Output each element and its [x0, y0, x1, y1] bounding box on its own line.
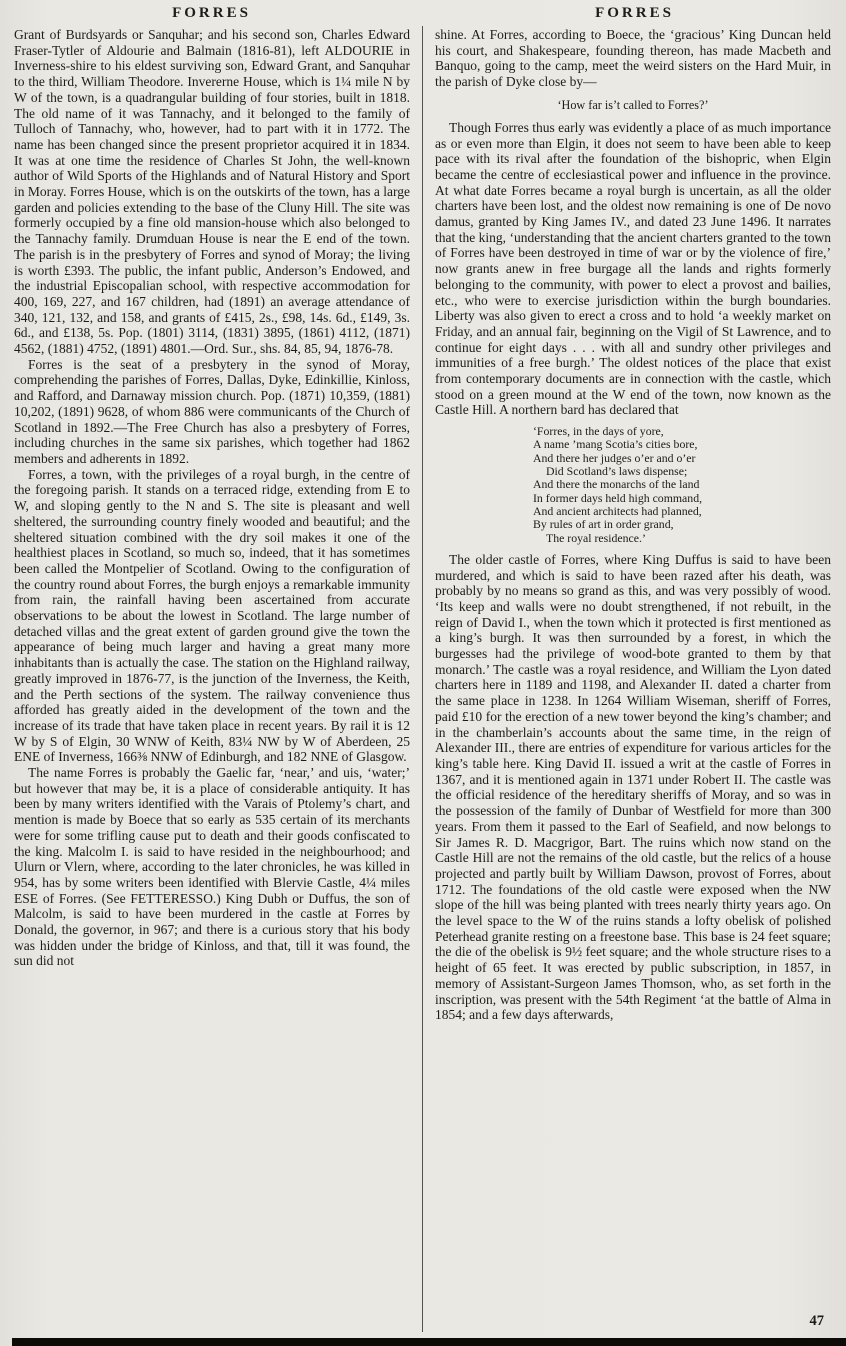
poem-line: And there the monarchs of the land — [533, 477, 700, 492]
poem-block — [533, 425, 831, 545]
poem-line: In former days held high command, — [533, 490, 703, 505]
two-column-text-area — [14, 27, 832, 1023]
scan-bottom-edge — [12, 1338, 846, 1346]
poem-line: And there her judges o’er and o’er — [533, 450, 696, 465]
poem-line: The royal residence.’ — [546, 530, 646, 545]
paragraph: Forres, a town, with the privileges of a royal burgh, in the centre of the foregoing parish. It stands on a terraced ridge, extending from E to W, and sloping gently to the N and S. The site is pleasant and well sheltered, the surrounding country finely wooded and beautiful; and the sheltered situation combined with the dry soil makes it one of the healthiest places in Scotland, so much so, indeed, that it has sometimes been called the Montpelier of Scotland. Owing to the configuration of the country round about Forres, the burgh enjoys a remarkable immunity from rain, the rainfall having been ascertained from accurate observations to be about the lowest in Scotland. The large number of detached villas and the great extent of garden ground give the town the appearance of being much larger and having a great many more inhabitants than is actually the case. The station on the Highland railway, greatly improved in 1876-77, is the junction of the Inverness, the Keith, and the Perth sections of the system. The railway convenience thus afforded has greatly aided in the development of the town and the increase of its trade that have taken place in recent years. By rail it is 12 W by S of Elgin, 30 WNW of Keith, 83¼ NW by W of Aberdeen, 25 ENE of Inverness, 166⅜ NNW of Edinburgh, and 182 NNE of Glasgow. — [14, 466, 410, 765]
paragraph-continuation: shine. At Forres, according to Boece, the ‘gracious’ King Duncan held his court, and Shakespeare, founding thereon, has made Macbeth and Banquo, going to the camp, meet the weird sisters on the Hard Muir, in the parish of Dyke close by— — [435, 27, 831, 90]
right-column-running-head: FORRES — [595, 5, 674, 21]
paragraph-continuation: Grant of Burdsyards or Sanquhar; and his second son, Charles Edward Fraser-Tytler of Aldourie and Balmain (1816-81), left ALDOURIE in Inverness-shire to his eldest surviving son, Edward Grant, and Sanquhar to the third, William Theodore. Invererne House, which is 1¼ mile N by W of the town, is a quadrangular building of four stories, built in 1818. The old name of it was Tannachy, and it belonged to the family of Tulloch of Tannachy, who, however, had to part with it in 1772. The name has been changed since the present proprietor acquired it in 1834. It was at one time the residence of Charles St John, the well-known author of Wild Sports of the Highlands and of Natural History and Sport in Moray. Forres House, which is on the outskirts of the town, has a large garden and policies extending to the base of the Cluny Hill. The site was formerly occupied by a fine old mansion-house which also belonged to the Tannachy family. Drumduan House is near the E end of the town. The parish is in the presbytery of Forres and synod of Moray; the living is worth £393. The public, the infant public, Anderson’s Endowed, and the industrial Episcopalian school, with respective accommodation for 400, 169, 227, and 167 children, had (1891) an average attendance of 340, 121, 132, and 158, and grants of £415, 2s., £98, 14s. 6d., £149, 3s. 6d., and £138, 5s. Pop. (1801) 3114, (1831) 3895, (1861) 4112, (1871) 4562, (1881) 4752, (1891) 4801.—Ord. Sur., shs. 84, 85, 94, 1876-78. — [14, 27, 410, 357]
left-column-running-head: FORRES — [172, 5, 251, 21]
poem-line: ‘Forres, in the days of yore, — [533, 424, 664, 439]
page-number: 47 — [809, 1313, 824, 1329]
running-heads — [0, 5, 846, 22]
paragraph: Forres is the seat of a presbytery in the synod of Moray, comprehending the parishes of Forres, Dallas, Dyke, Edinkillie, Kinloss, and Rafford, and Darnaway mission church. Pop. (1871) 10,359, (1881) 10,202, (1891) 9628, of whom 886 were communicants of the Church of Scotland in 1892.—The Free Church has also a presbytery of Forres, including churches in the same six parishes, which together had 1862 members and adherents in 1892. — [14, 356, 410, 466]
poem-line: Did Scotland’s laws dispense; — [546, 464, 688, 479]
verse-quote: ‘How far is’t called to Forres?’ — [557, 97, 709, 112]
paragraph: Though Forres thus early was evidently a place of as much importance as or even more than Elgin, it does not seem to have been able to keep pace with its rival after the foundation of the bishopric, when Elgin became the centre of ecclesiastical power and influence in the province. At what date Forres became a royal burgh is uncertain, as all the older charters have been lost, and the oldest now remaining is one of De novo damus, granted by King James IV., and dated 23 June 1496. It narrates that the king, ‘understanding that the ancient charters granted to the town of Forres have been destroyed in time of war or by the violence of fire,’ now grants anew in free burgage all the lands and rights formerly belonging to the community, with power to elect a provost and bailies, etc., who were to exercise jurisdiction within the burgh boundaries. Liberty was also given to erect a cross and to hold ‘a weekly market on Friday, and an annual fair, beginning on the Vigil of St Lawrence, and to continue for eight days . . . with all and sundry other privileges and immunities of a free burgh.’ The oldest notices of the place that exist from contemporary documents are in connection with the castle, which stood on a green mound at the W end of the town, now known as the Castle Hill. A northern bard has declared that — [435, 119, 832, 418]
poem-line: A name ’mang Scotia’s cities bore, — [533, 437, 698, 452]
left-column — [14, 27, 410, 1023]
poem-line: By rules of art in order grand, — [533, 517, 674, 532]
paragraph: The older castle of Forres, where King Duffus is said to have been murdered, and which is said to have been razed after his death, was probably by no means so grand as this, and was very possibly of wood. ‘Its keep and walls were no doubt strengthened, if not rebuilt, in the reign of David I., when the town which it protected is first mentioned as a king’s burgh. It was then surrounded by a forest, in which the burgesses had the privilege of wood-bote granted to them by that monarch.’ The castle was a royal residence, and William the Lyon dated charters here in 1189 and 1198, and Alexander II. dated a charter from the same place in 1238. In 1264 William Wiseman, sheriff of Forres, paid £10 for the erection of a new tower beyond the king’s chamber; and in the chamberlain’s accounts about the same time, in the reign of Alexander III., there are entries of expenditure for various articles for the king’s table here. King David II. issued a writ at the castle of Forres in 1367, and it is mentioned again in 1371 under Robert II. The castle was the official residence of the hereditary sheriffs of Moray, and so was in the possession of the family of Dunbar of Westfield for more than 300 years. From them it passed to the Earl of Seafield, and now belongs to Sir James R. D. Macgrigor, Bart. The ruins which now stand on the Castle Hill are not the remains of the old castle, but the relics of a house projected and partly built by William Dawson, provost of Forres, about 1712. The foundations of the old castle were exposed when the NW slope of the hill was being planted with trees nearly thirty years ago. On the level space to the W of the ruins stands a lofty obelisk of polished Peterhead granite resting on a freestone base. This base is 24 feet square; the die of the obelisk is 9½ feet square; and the whole structure rises to a height of 65 feet. It was erected by public subscription, in 1857, in memory of Assistant-Surgeon James Thomson, who, as set forth in the inscription, was present with the 54th Regiment ‘at the battle of Alma in 1854; and a few days afterwards, — [435, 551, 831, 1023]
poem-line: And ancient architects had planned, — [533, 503, 702, 518]
paragraph: The name Forres is probably the Gaelic far, ‘near,’ and uis, ‘water;’ but however that may be, it is a place of considerable antiquity. It has been by many writers identified with the Varais of Ptolemy’s chart, and mention is made by Boece that so early as 535 certain of its merchants were for some trifling cause put to death and their goods confiscated to the king. Malcolm I. is said to have resided in the neighbourhood; and Ulurn or Vlern, where, according to the later chronicles, he was killed in 954, has by some writers been identified with Blervie Castle, 4¼ miles ESE of Forres. (See FETTERESSO.) King Dubh or Duffus, the son of Malcolm, is said to have been murdered in the castle at Forres by Donald, the governor, in 967; and there is a curious story that his body was hidden under the bridge of Kinloss, and that, till it was found, the sun did not — [14, 765, 410, 969]
right-column — [435, 27, 831, 1023]
